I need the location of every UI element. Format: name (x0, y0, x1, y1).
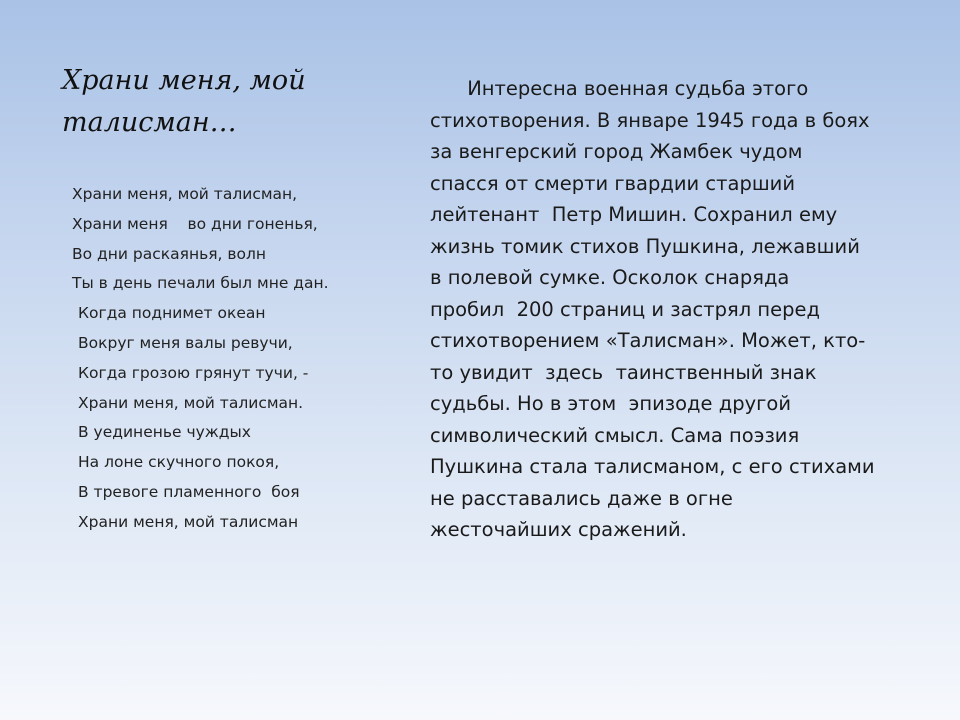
poem-line: Когда поднимет океан (78, 304, 266, 323)
story-line: Интересна военная судьба этого (430, 77, 809, 100)
poem-line: На лоне скучного покоя, (78, 453, 280, 472)
story-line: пробил 200 страниц и застрял перед (430, 297, 820, 321)
slide-title (62, 60, 382, 144)
poem-line: В тревоге пламенного боя (78, 482, 300, 501)
poem-line: Во дни раскаянья, волн (72, 244, 267, 263)
story-line: жесточайших сражений. (430, 518, 687, 541)
story-line: не расставались даже в огне (430, 486, 733, 510)
poem-line: Вокруг меня валы ревучи, (78, 333, 293, 352)
story-line: спасся от смерти гвардии старший (430, 171, 796, 195)
story-line: лейтенант Петр Мишин. Сохранил ему (430, 203, 838, 226)
poem-line: Храни меня, мой талисман, (72, 185, 298, 203)
poem-line: Храни меня во дни гоненья, (72, 214, 318, 233)
story-line: жизнь томик стихов Пушкина, лежавший (430, 234, 860, 258)
story-line: судьбы. Но в этом эпизоде другой (430, 392, 791, 415)
slide-title-line: Храни меня, мой (62, 65, 306, 96)
story-line: Пушкина стала талисманом, с его стихами (430, 455, 875, 478)
poem-text (72, 180, 402, 538)
story-line: стихотворением «Талисман». Может, кто- (430, 329, 866, 352)
poem-line: Храни меня, мой талисман (78, 512, 299, 531)
story-line: то увидит здесь таинственный знак (430, 360, 817, 384)
poem-line: Храни меня, мой талисман. (78, 393, 304, 412)
story-line: символический смысл. Сама поэзия (430, 423, 800, 447)
story-line: в полевой сумке. Осколок снаряда (430, 266, 790, 289)
poem-line: Ты в день печали был мне дан. (72, 274, 329, 293)
poem-line: Когда грозою грянут тучи, - (78, 363, 309, 382)
poem-line: В уединенье чуждых (78, 423, 251, 442)
story-line: стихотворения. В январе 1945 года в боях (430, 108, 870, 132)
slide-title-line: талисман… (62, 107, 237, 138)
story-line: за венгерский город Жамбек чудом (430, 140, 803, 163)
story-paragraph (430, 73, 920, 546)
